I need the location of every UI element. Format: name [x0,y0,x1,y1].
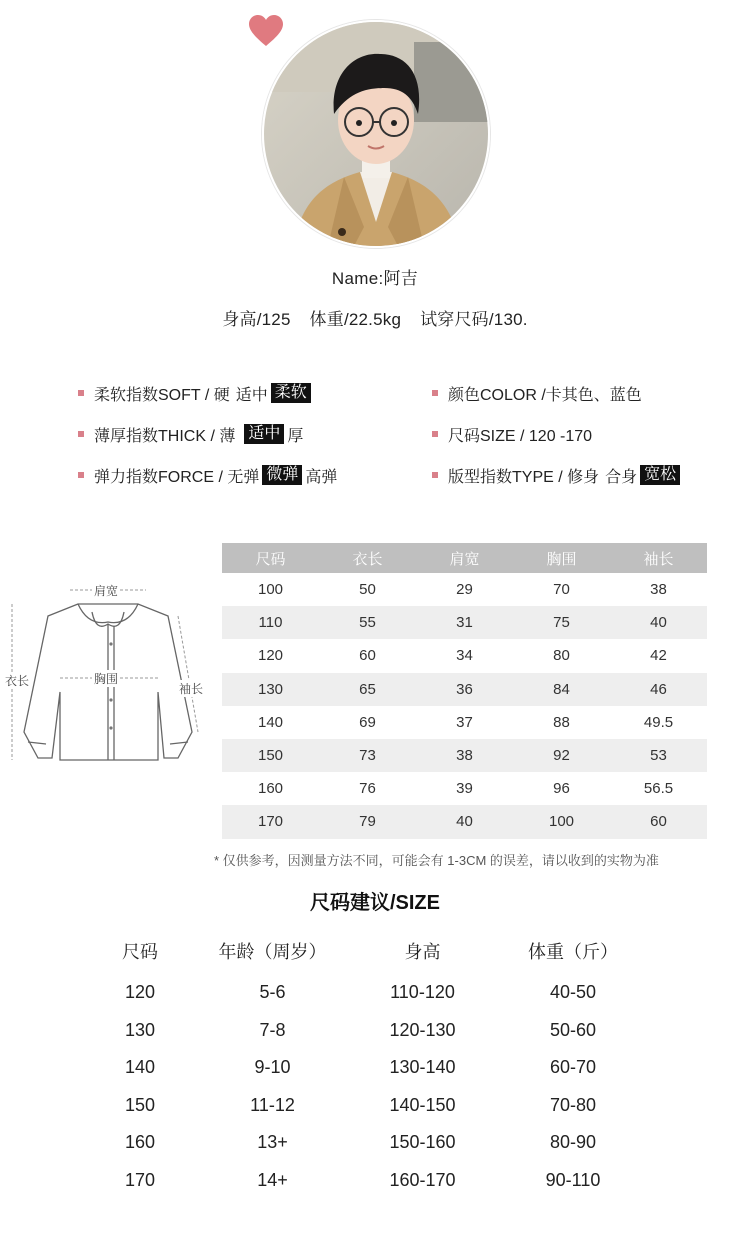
suggestion-cell: 130-140 [389,1057,456,1077]
suggestion-cell: 11-12 [250,1094,295,1115]
attr-thick [78,423,303,445]
table-row [222,673,707,706]
table-cell: 100 [513,805,610,838]
col-shoulder: 肩宽 [416,543,513,573]
size-chart-header [222,543,707,573]
suggestion-header: 尺码 [122,942,158,962]
size-chart [222,543,707,839]
suggestion-cell: 150-160 [389,1132,456,1152]
table-cell: 76 [359,780,376,798]
model-stats [0,305,750,330]
table-row [222,606,707,639]
attr-color [432,382,642,404]
attr-thick-selected: 适中 [244,424,284,444]
suggestion-cell: 80-90 [549,1132,597,1152]
attr-size-label: 尺码SIZE / 120 -170 [448,427,593,445]
table-row [222,772,707,805]
col-sleeve: 袖长 [610,543,707,573]
table-row [222,639,707,672]
table-cell: 75 [513,606,610,639]
table-cell: 140 [257,713,284,731]
attr-type [432,464,683,486]
table-cell: 73 [319,739,416,772]
suggestion-cell: 170 [124,1169,156,1190]
suggestion-cell: 130 [124,1019,156,1040]
table-cell: 60 [359,647,376,665]
table-cell: 46 [610,673,707,706]
attr-force [78,464,337,486]
bullet-icon [78,390,84,396]
table-row [222,573,707,606]
suggestion-cell: 120 [124,982,156,1002]
suggestion-cell: 60-70 [549,1057,597,1077]
suggestion-cell: 140-150 [389,1094,456,1115]
suggestion-cell: 13+ [257,1132,288,1152]
diagram-chest-label: 胸围 [94,672,119,686]
col-size: 尺码 [222,543,319,573]
suggestion-col-weight [508,930,638,1199]
suggestion-cell: 9-10 [254,1057,291,1077]
table-cell: 84 [513,673,610,706]
suggestion-cell: 110-120 [390,982,455,1002]
suggestion-header: 体重（斤） [528,942,618,962]
table-cell: 70 [553,581,570,599]
attr-type-selected: 宽松 [640,465,680,485]
suggestion-header: 身高 [404,942,441,962]
table-row [222,805,707,838]
bullet-icon [78,431,84,437]
attr-force-option-2: 高弹 [305,468,338,486]
heart-icon [248,14,284,48]
suggestion-header: 年龄（周岁） [218,942,327,962]
table-cell: 130 [222,673,319,706]
attr-size [432,423,592,445]
table-cell: 38 [416,739,513,772]
table-cell: 42 [650,647,667,665]
col-chest: 胸围 [513,543,610,573]
attr-soft-label: 柔软指数SOFT / 硬 [94,386,230,404]
attr-soft [78,382,314,404]
table-cell: 38 [650,581,667,599]
table-cell: 34 [456,647,473,665]
suggestion-cell: 160 [124,1132,156,1152]
bullet-icon [78,472,84,478]
suggestion-col-age [200,930,345,1199]
table-cell: 56.5 [643,780,674,798]
bullet-icon [432,472,438,478]
table-cell: 69 [359,713,376,731]
size-chart-note: * 仅供参考，因测量方法不同，可能会有 1-3CM 的误差，请以收到的实物为准 [214,853,659,868]
diagram-sleeve-label: 袖长 [179,682,204,696]
table-cell: 53 [610,739,707,772]
table-cell: 80 [553,647,570,665]
suggestion-cell: 120-130 [389,1019,456,1040]
table-cell: 40 [610,606,707,639]
table-cell: 31 [416,606,513,639]
table-cell: 36 [416,673,513,706]
suggestion-cell: 70-80 [549,1094,597,1115]
col-length: 衣长 [319,543,416,573]
table-cell: 160 [257,780,284,798]
table-cell: 96 [553,780,570,798]
table-cell: 100 [257,581,284,599]
suggestion-cell: 5-6 [259,982,286,1002]
bullet-icon [432,431,438,437]
garment-diagram [5,582,208,772]
table-cell: 37 [456,713,473,731]
suggestion-cell: 150 [124,1094,156,1115]
suggestion-col-height [360,930,485,1199]
table-cell: 170 [222,805,319,838]
model-weight: 体重/22.5kg [309,310,402,329]
model-photo [262,20,490,248]
table-cell: 150 [222,739,319,772]
diagram-length-label: 衣长 [5,674,30,688]
model-fit-size: 试穿尺码/130. [420,310,528,329]
suggestion-cell: 140 [124,1057,156,1077]
suggestion-cell: 40-50 [549,982,597,1002]
table-cell: 120 [257,647,284,665]
attr-thick-label: 薄厚指数THICK / 薄 [94,427,236,445]
suggestion-cell: 160-170 [389,1169,456,1190]
model-height: 身高/125 [222,310,291,329]
attr-soft-selected: 柔软 [271,383,311,403]
suggestion-cell: 90-110 [545,1169,601,1190]
attr-color-label: 颜色COLOR /卡其色、蓝色 [448,386,642,404]
table-row [222,739,707,772]
size-suggestion-title: 尺码建议/SIZE [309,892,440,914]
attr-type-label: 版型指数TYPE / 修身 [448,468,600,486]
attr-force-selected: 微弹 [262,465,302,485]
table-cell: 60 [610,805,707,838]
suggestion-cell: 14+ [257,1169,288,1190]
attr-soft-option-1: 适中 [235,386,268,404]
suggestion-col-size [100,930,180,1199]
table-cell: 49.5 [643,713,674,731]
table-cell: 29 [456,581,473,599]
table-cell: 55 [319,606,416,639]
table-cell: 65 [319,673,416,706]
attr-thick-option-2: 厚 [287,427,304,445]
table-row [222,706,707,739]
table-cell: 40 [416,805,513,838]
table-cell: 39 [456,780,473,798]
suggestion-cell: 50-60 [549,1019,597,1040]
diagram-shoulder-label: 肩宽 [94,584,119,598]
table-cell: 50 [359,581,376,599]
suggestion-cell: 7-8 [259,1019,286,1040]
table-cell: 110 [222,606,319,639]
attr-type-option-1: 合身 [605,468,638,486]
table-cell: 79 [319,805,416,838]
table-cell: 88 [553,713,570,731]
bullet-icon [432,390,438,396]
attr-force-label: 弹力指数FORCE / 无弹 [94,468,260,486]
model-name: Name:阿吉 [331,269,419,288]
table-cell: 92 [513,739,610,772]
